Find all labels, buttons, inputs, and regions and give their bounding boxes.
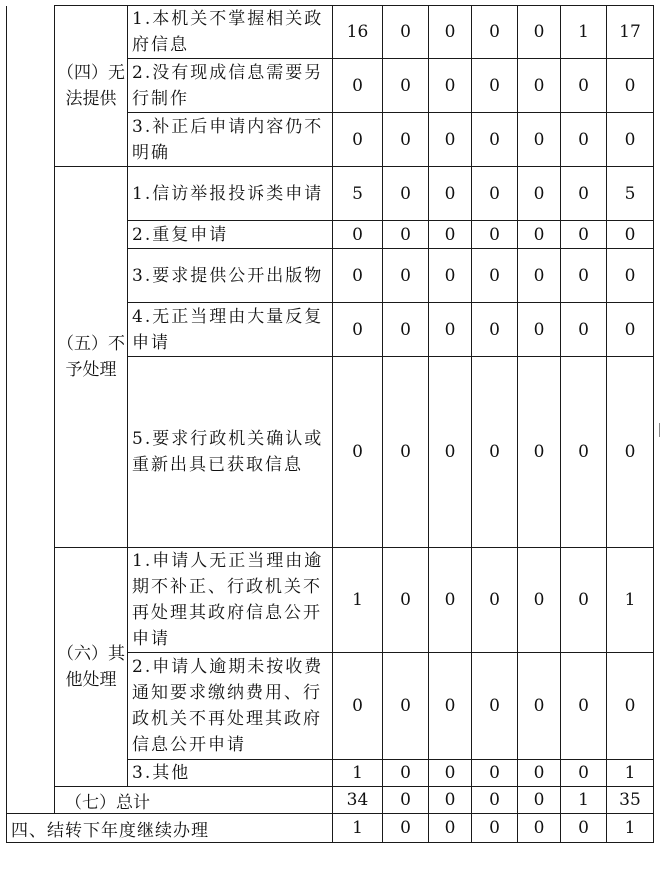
value-cell: 0 (383, 303, 429, 357)
value-cell: 0 (607, 221, 654, 249)
value-cell: 0 (383, 548, 429, 653)
value-cell: 0 (472, 357, 518, 548)
value-cell: 0 (518, 221, 561, 249)
value-cell: 0 (518, 303, 561, 357)
value-cell: 0 (518, 6, 561, 59)
value-cell: 1 (607, 760, 654, 787)
value-cell: 0 (472, 113, 518, 167)
carry-value-cell: 0 (472, 814, 518, 843)
value-cell: 0 (429, 249, 472, 303)
value-cell: 0 (429, 167, 472, 221)
value-cell: 0 (518, 113, 561, 167)
value-cell: 0 (429, 548, 472, 653)
value-cell: 5 (607, 167, 654, 221)
value-cell: 0 (472, 6, 518, 59)
value-cell: 0 (518, 760, 561, 787)
value-cell: 0 (472, 653, 518, 760)
total-value-cell: 34 (333, 787, 383, 814)
value-cell: 0 (429, 357, 472, 548)
total-value-cell: 35 (607, 787, 654, 814)
value-cell: 0 (518, 653, 561, 760)
value-cell: 1 (333, 548, 383, 653)
row-label: 5.要求行政机关确认或重新出具已获取信息 (128, 357, 333, 548)
total-value-cell: 0 (383, 787, 429, 814)
carry-value-cell: 1 (333, 814, 383, 843)
carry-over-row (7, 814, 654, 843)
value-cell: 0 (472, 167, 518, 221)
row-label: 2.没有现成信息需要另行制作 (128, 59, 333, 113)
total-value-cell: 1 (561, 787, 607, 814)
value-cell: 0 (518, 167, 561, 221)
value-cell: 0 (472, 59, 518, 113)
carry-value-cell: 1 (607, 814, 654, 843)
value-cell: 0 (561, 167, 607, 221)
value-cell: 0 (333, 221, 383, 249)
value-cell: 0 (383, 113, 429, 167)
value-cell: 5 (333, 167, 383, 221)
value-cell: 0 (561, 548, 607, 653)
value-cell: 0 (561, 760, 607, 787)
value-cell: 0 (607, 59, 654, 113)
value-cell: 17 (607, 6, 654, 59)
carry-value-cell: 0 (561, 814, 607, 843)
value-cell: 0 (518, 548, 561, 653)
value-cell: 0 (383, 653, 429, 760)
value-cell: 0 (472, 303, 518, 357)
value-cell: 1 (607, 548, 654, 653)
value-cell: 0 (333, 249, 383, 303)
outer-blank-cell (7, 6, 55, 814)
carry-value-cell: 0 (429, 814, 472, 843)
value-cell: 0 (561, 653, 607, 760)
value-cell: 0 (383, 760, 429, 787)
value-cell: 0 (429, 303, 472, 357)
value-cell: 0 (607, 303, 654, 357)
value-cell: 0 (333, 113, 383, 167)
category-cell: （五）不予处理 (55, 167, 128, 548)
value-cell: 0 (429, 113, 472, 167)
value-cell: 0 (383, 357, 429, 548)
table-row (7, 167, 654, 221)
value-cell: 0 (561, 303, 607, 357)
row-label: 4.无正当理由大量反复申请 (128, 303, 333, 357)
total-value-cell: 0 (518, 787, 561, 814)
value-cell: 0 (518, 357, 561, 548)
value-cell: 0 (561, 357, 607, 548)
row-label: 3.补正后申请内容仍不明确 (128, 113, 333, 167)
total-value-cell: 0 (472, 787, 518, 814)
total-value-cell: 0 (429, 787, 472, 814)
value-cell: 0 (472, 548, 518, 653)
value-cell: 0 (383, 221, 429, 249)
value-cell: 0 (472, 760, 518, 787)
row-label: 3.其他 (128, 760, 333, 787)
value-cell: 0 (383, 167, 429, 221)
carry-value-cell: 0 (383, 814, 429, 843)
row-label: 3.要求提供公开出版物 (128, 249, 333, 303)
value-cell: 0 (607, 357, 654, 548)
value-cell: 0 (561, 113, 607, 167)
value-cell: 0 (429, 59, 472, 113)
value-cell: 0 (472, 221, 518, 249)
value-cell: 0 (333, 303, 383, 357)
value-cell: 0 (607, 653, 654, 760)
value-cell: 0 (561, 249, 607, 303)
category-cell: （六）其他处理 (55, 548, 128, 787)
value-cell: 0 (383, 249, 429, 303)
value-cell: 0 (607, 113, 654, 167)
table-row (7, 548, 654, 653)
value-cell: 0 (607, 249, 654, 303)
value-cell: 0 (429, 221, 472, 249)
row-label: 2.申请人逾期未按收费通知要求缴纳费用、行政机关不再处理其政府信息公开申请 (128, 653, 333, 760)
category-cell: （四）无法提供 (55, 6, 128, 167)
table-body (7, 6, 654, 843)
value-cell: 0 (561, 59, 607, 113)
value-cell: 0 (429, 653, 472, 760)
row-label: 1.本机关不掌握相关政府信息 (128, 6, 333, 59)
value-cell: 0 (333, 357, 383, 548)
row-label: 2.重复申请 (128, 221, 333, 249)
statistics-table (6, 5, 654, 843)
row-label: 1.申请人无正当理由逾期不补正、行政机关不再处理其政府信息公开申请 (128, 548, 333, 653)
value-cell: 0 (472, 249, 518, 303)
total-row (7, 787, 654, 814)
value-cell: 0 (429, 6, 472, 59)
table-row (7, 6, 654, 59)
value-cell: 0 (333, 59, 383, 113)
carry-value-cell: 0 (518, 814, 561, 843)
value-cell: 0 (383, 59, 429, 113)
total-label: （七）总计 (55, 787, 333, 814)
value-cell: 16 (333, 6, 383, 59)
value-cell: 0 (383, 6, 429, 59)
value-cell: 1 (333, 760, 383, 787)
value-cell: 0 (518, 249, 561, 303)
scroll-marker (659, 423, 664, 437)
value-cell: 0 (429, 760, 472, 787)
carry-over-label: 四、结转下年度继续办理 (7, 814, 333, 843)
value-cell: 0 (518, 59, 561, 113)
row-label: 1.信访举报投诉类申请 (128, 167, 333, 221)
value-cell: 0 (333, 653, 383, 760)
value-cell: 0 (561, 221, 607, 249)
value-cell: 1 (561, 6, 607, 59)
